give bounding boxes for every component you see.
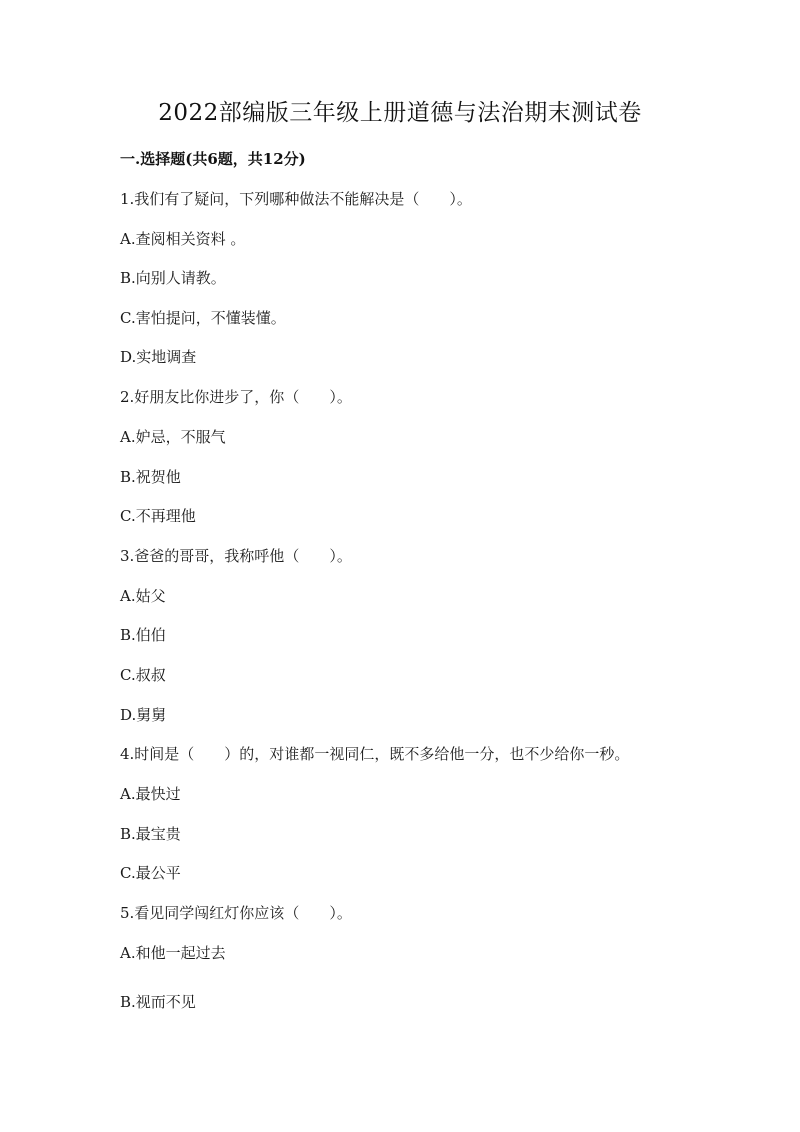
answer-option: C.最公平 [120, 864, 181, 882]
answer-option: A.和他一起过去 [120, 944, 226, 962]
answer-option: A.查阅相关资料 。 [120, 230, 246, 248]
answer-option: A.妒忌，不服气 [120, 428, 226, 446]
answer-option: D.实地调查 [120, 348, 197, 366]
answer-option: C.害怕提问，不懂装懂。 [120, 309, 286, 327]
answer-option: C.叔叔 [120, 666, 166, 684]
question-stem: 3.爸爸的哥哥，我称呼他（ ）。 [120, 547, 352, 565]
answer-option: B.伯伯 [120, 626, 166, 644]
exam-title: 2022部编版三年级上册道德与法治期末测试卷 [158, 100, 642, 126]
answer-option: B.视而不见 [120, 993, 196, 1011]
question-stem: 4.时间是（ ）的，对谁都一视同仁，既不多给他一分，也不少给你一秒。 [120, 745, 630, 763]
answer-option: B.祝贺他 [120, 468, 181, 486]
question-stem: 5.看见同学闯红灯你应该（ ）。 [120, 904, 352, 922]
question-stem: 2.好朋友比你进步了，你（ ）。 [120, 388, 352, 406]
answer-option: A.姑父 [120, 587, 166, 605]
question-stem: 1.我们有了疑问，下列哪种做法不能解决是（ ）。 [120, 190, 472, 208]
section-heading: 一.选择题(共6题，共12分) [120, 150, 306, 168]
answer-option: B.最宝贵 [120, 825, 181, 843]
answer-option: A.最快过 [120, 785, 181, 803]
answer-option: C.不再理他 [120, 507, 196, 525]
answer-option: B.向别人请教。 [120, 269, 226, 287]
answer-option: D.舅舅 [120, 706, 167, 724]
